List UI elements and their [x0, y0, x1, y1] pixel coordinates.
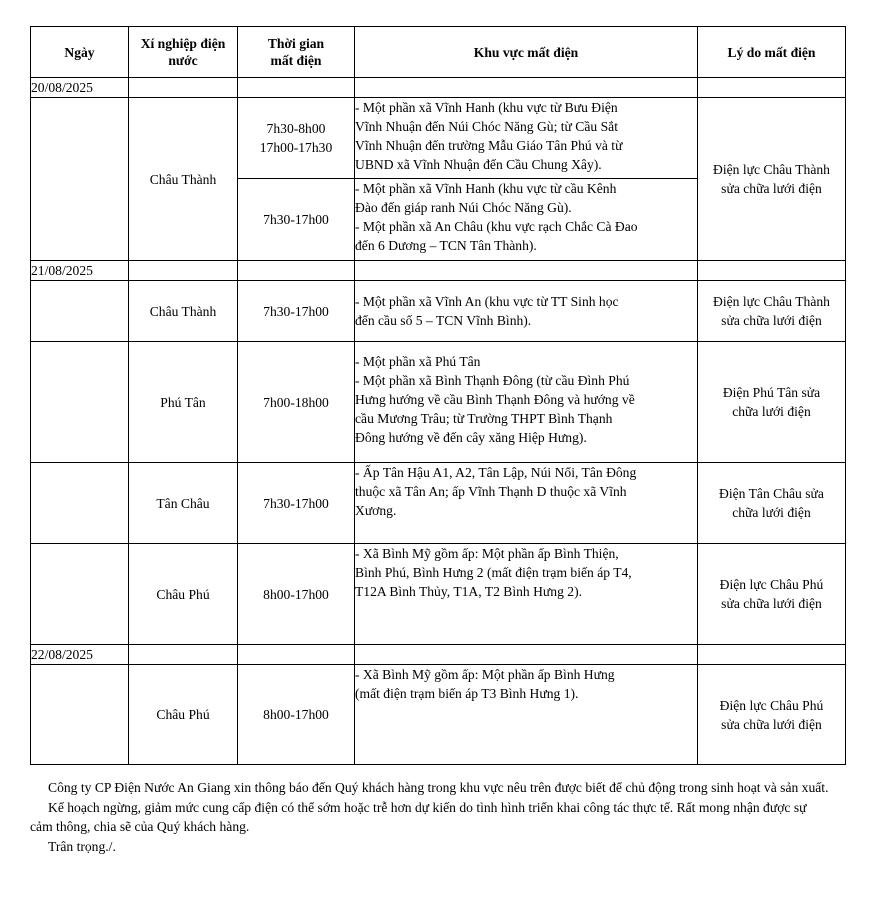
- table-header-row: [31, 27, 846, 78]
- header-area: Khu vực mất điện: [355, 27, 698, 78]
- closing-regards: Trân trọng./.: [48, 838, 116, 854]
- area-cell: - Ấp Tân Hậu A1, A2, Tân Lập, Núi Nổi, Tân Đông thuộc xã Tân An; ấp Vĩnh Thạnh D thuộc xã Vĩnh Xương.: [355, 463, 698, 544]
- header-reason: Lý do mất điện: [698, 27, 846, 78]
- time-cell: 7h30-17h00: [238, 463, 355, 544]
- area-cell: - Một phần xã Phú Tân - Một phần xã Bình Thạnh Đông (từ cầu Đình Phú Hưng hướng về cầu Bình Thạnh Đông và hướng về cầu Mương Trâu; từ Trường THPT Bình Thạnh Đông hướng về đến cây xăng Hiệp Hưng).: [355, 342, 698, 463]
- table-row: [31, 544, 846, 645]
- date-label: 22/08/2025: [31, 645, 129, 665]
- date-row: [31, 261, 846, 281]
- unit-cell: Tân Châu: [129, 463, 238, 544]
- area-cell: - Một phần xã Vĩnh Hanh (khu vực từ Bưu Điện Vĩnh Nhuận đến Núi Chóc Năng Gù; từ Cầu Sắt Vĩnh Nhuận đến trường Mẫu Giáo Tân Phú và từ UBND xã Vĩnh Nhuận đến Cầu Chung Xây).: [355, 98, 698, 179]
- reason-cell: Điện lực Châu Phú sửa chữa lưới điện: [698, 665, 846, 765]
- unit-cell: Châu Thành: [129, 281, 238, 342]
- time-cell: 8h00-17h00: [238, 544, 355, 645]
- area-cell: - Xã Bình Mỹ gồm ấp: Một phần ấp Bình Thiện, Bình Phú, Bình Hưng 2 (mất điện trạm biến áp T4, T12A Bình Thủy, T1A, T2 Bình Hưng 2).: [355, 544, 698, 645]
- time-cell: 7h30-17h00: [238, 179, 355, 261]
- table-row: [31, 463, 846, 544]
- reason-cell: Điện Phú Tân sửa chữa lưới điện: [698, 342, 846, 463]
- time-cell: 7h30-17h00: [238, 281, 355, 342]
- notice-paragraph: Công ty CP Điện Nước An Giang xin thông báo đến Quý khách hàng trong khu vực nêu trên được biết để chủ động trong sinh hoạt và sản xuất.: [48, 780, 829, 795]
- date-label: 20/08/2025: [31, 78, 129, 98]
- area-cell: - Một phần xã Vĩnh Hanh (khu vực từ cầu Kênh Đào đến giáp ranh Núi Chóc Năng Gù). - Một phần xã An Châu (khu vực rạch Chắc Cà Đao đến 6 Dương – TCN Tân Thành).: [355, 179, 698, 261]
- unit-cell: Châu Thành: [129, 98, 238, 261]
- date-label: 21/08/2025: [31, 261, 129, 281]
- table-row: [31, 98, 846, 179]
- date-row: [31, 645, 846, 665]
- header-date: Ngày: [31, 27, 129, 78]
- outage-schedule-table: [30, 26, 846, 765]
- area-cell: - Xã Bình Mỹ gồm ấp: Một phần ấp Bình Hưng (mất điện trạm biến áp T3 Bình Hưng 1).: [355, 665, 698, 765]
- header-enterprise: Xí nghiệp điện nước: [129, 27, 238, 78]
- reason-cell: Điện lực Châu Thành sửa chữa lưới điện: [698, 281, 846, 342]
- time-cell: 7h00-18h00: [238, 342, 355, 463]
- table-row: [31, 665, 846, 765]
- reason-cell: Điện lực Châu Phú sửa chữa lưới điện: [698, 544, 846, 645]
- header-time: Thời gian mất điện: [238, 27, 355, 78]
- table-row: [31, 281, 846, 342]
- area-cell: - Một phần xã Vĩnh An (khu vực từ TT Sinh học đến cầu số 5 – TCN Vĩnh Bình).: [355, 281, 698, 342]
- unit-cell: Châu Phú: [129, 665, 238, 765]
- reason-cell: Điện Tân Châu sửa chữa lưới điện: [698, 463, 846, 544]
- unit-cell: Phú Tân: [129, 342, 238, 463]
- reason-cell: Điện lực Châu Thành sửa chữa lưới điện: [698, 98, 846, 261]
- date-row: [31, 78, 846, 98]
- time-cell: 7h30-8h00 17h00-17h30: [238, 98, 355, 179]
- time-cell: 8h00-17h00: [238, 665, 355, 765]
- table-row: [31, 342, 846, 463]
- notice-paragraph: Kế hoạch ngừng, giảm mức cung cấp điện có thể sớm hoặc trễ hơn dự kiến do tình hình triển khai công tác thực tế. Rất mong nhận được sự cảm thông, chia sẽ của Quý khách hàng.: [30, 799, 807, 834]
- unit-cell: Châu Phú: [129, 544, 238, 645]
- closing-notice: [30, 778, 830, 856]
